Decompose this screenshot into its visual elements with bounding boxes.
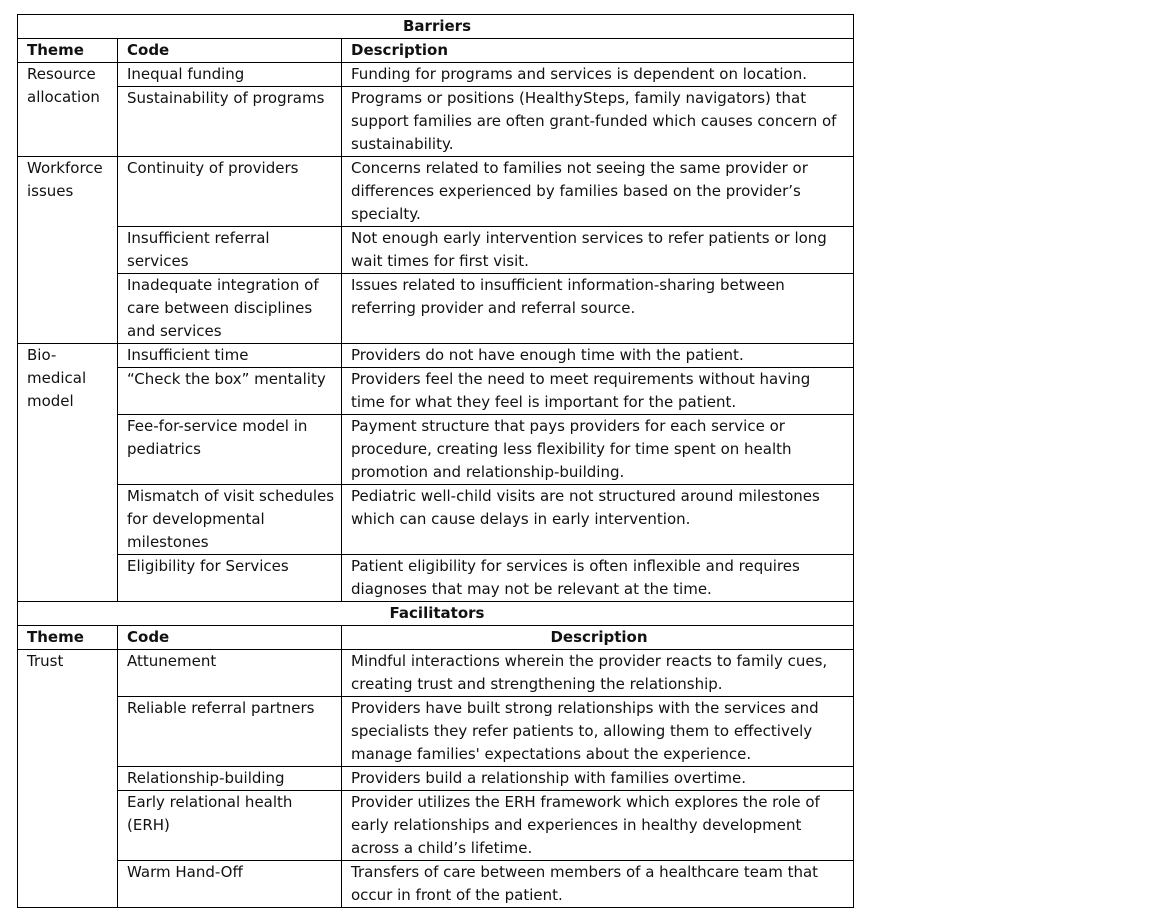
code-cell: Inequal funding xyxy=(118,63,342,87)
theme-cell: Trust xyxy=(18,650,118,908)
barriers-header-row xyxy=(18,39,854,63)
description-cell: Payment structure that pays providers for each service or procedure, creating less flexibility for time spent on health promotion and relationship-building. xyxy=(342,415,854,485)
code-cell: Continuity of providers xyxy=(118,157,342,227)
code-cell: “Check the box” mentality xyxy=(118,368,342,415)
theme-cell: Workforce issues xyxy=(18,157,118,344)
facilitators-description-header: Description xyxy=(342,626,854,650)
code-cell: Warm Hand-Off xyxy=(118,861,342,908)
description-cell: Programs or positions (HealthySteps, family navigators) that support families are often grant-funded which causes concern of sustainability. xyxy=(342,87,854,157)
description-cell: Providers have built strong relationships with the services and specialists they refer patients to, allowing them to effectively manage families' expectations about the experience. xyxy=(342,697,854,767)
facilitators-title-row xyxy=(18,602,854,626)
description-cell: Funding for programs and services is dependent on location. xyxy=(342,63,854,87)
description-cell: Transfers of care between members of a healthcare team that occur in front of the patient. xyxy=(342,861,854,908)
barriers-title: Barriers xyxy=(18,15,854,39)
facilitators-code-header: Code xyxy=(118,626,342,650)
code-cell: Mismatch of visit schedules for developmental milestones xyxy=(118,485,342,555)
code-cell: Eligibility for Services xyxy=(118,555,342,602)
themes-table xyxy=(17,14,854,908)
code-cell: Insufficient referral services xyxy=(118,227,342,274)
table-row xyxy=(18,697,854,767)
code-cell: Insufficient time xyxy=(118,344,342,368)
description-cell: Not enough early intervention services to refer patients or long wait times for first visit. xyxy=(342,227,854,274)
code-cell: Inadequate integration of care between disciplines and services xyxy=(118,274,342,344)
table-row xyxy=(18,555,854,602)
table-row xyxy=(18,650,854,697)
table-row xyxy=(18,767,854,791)
code-cell: Early relational health (ERH) xyxy=(118,791,342,861)
table-body xyxy=(18,15,854,908)
description-cell: Concerns related to families not seeing the same provider or differences experienced by families based on the provider’s specialty. xyxy=(342,157,854,227)
facilitators-header-row xyxy=(18,626,854,650)
code-cell: Relationship-building xyxy=(118,767,342,791)
description-cell: Providers feel the need to meet requirements without having time for what they feel is important for the patient. xyxy=(342,368,854,415)
table-row xyxy=(18,87,854,157)
table-row xyxy=(18,861,854,908)
table-row xyxy=(18,415,854,485)
description-cell: Pediatric well-child visits are not structured around milestones which can cause delays in early intervention. xyxy=(342,485,854,555)
barriers-title-row xyxy=(18,15,854,39)
theme-cell: Bio-medical model xyxy=(18,344,118,602)
barriers-description-header: Description xyxy=(342,39,854,63)
table-row xyxy=(18,368,854,415)
description-cell: Providers do not have enough time with the patient. xyxy=(342,344,854,368)
table-row xyxy=(18,274,854,344)
table-row xyxy=(18,344,854,368)
table-row xyxy=(18,63,854,87)
facilitators-title: Facilitators xyxy=(18,602,854,626)
table-row xyxy=(18,791,854,861)
table-row xyxy=(18,227,854,274)
description-cell: Patient eligibility for services is often inflexible and requires diagnoses that may not be relevant at the time. xyxy=(342,555,854,602)
code-cell: Sustainability of programs xyxy=(118,87,342,157)
facilitators-theme-header: Theme xyxy=(18,626,118,650)
code-cell: Reliable referral partners xyxy=(118,697,342,767)
barriers-code-header: Code xyxy=(118,39,342,63)
table-row xyxy=(18,485,854,555)
theme-cell: Resource allocation xyxy=(18,63,118,157)
description-cell: Issues related to insufficient information-sharing between referring provider and referral source. xyxy=(342,274,854,344)
description-cell: Mindful interactions wherein the provider reacts to family cues, creating trust and strengthening the relationship. xyxy=(342,650,854,697)
barriers-theme-header: Theme xyxy=(18,39,118,63)
description-cell: Providers build a relationship with families overtime. xyxy=(342,767,854,791)
code-cell: Attunement xyxy=(118,650,342,697)
description-cell: Provider utilizes the ERH framework which explores the role of early relationships and experiences in healthy development across a child’s lifetime. xyxy=(342,791,854,861)
code-cell: Fee-for-service model in pediatrics xyxy=(118,415,342,485)
table-row xyxy=(18,157,854,227)
